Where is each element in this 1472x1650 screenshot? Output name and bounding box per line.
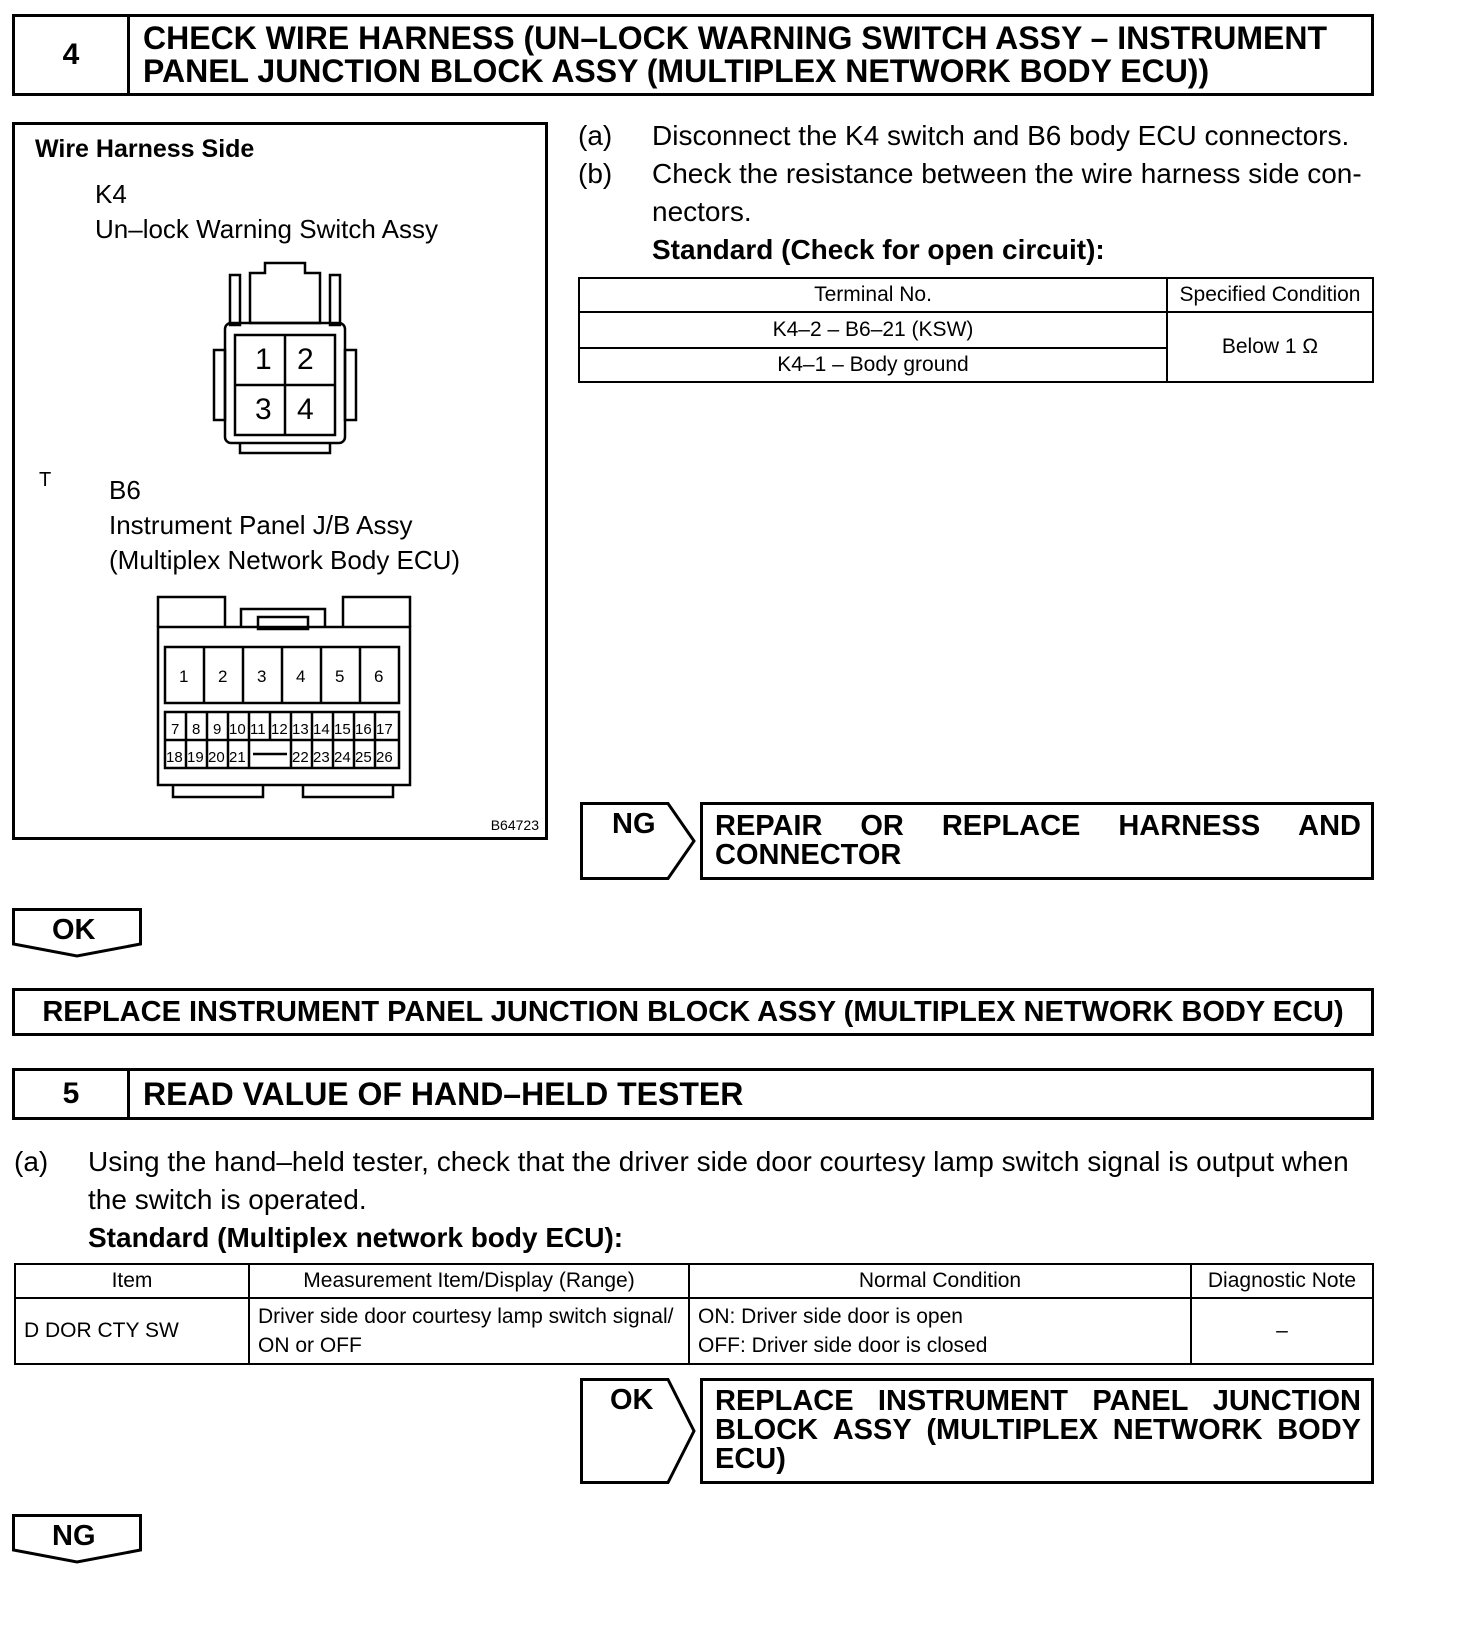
b6-pin: 8 xyxy=(192,721,201,738)
b6-pin: 20 xyxy=(208,749,225,766)
ok-action-word: NETWORK xyxy=(1112,1414,1263,1446)
b6-pin: 22 xyxy=(292,749,309,766)
instruction-a-text: Disconnect the K4 switch and B6 body ECU connectors. xyxy=(652,120,1350,151)
b6-pin: 2 xyxy=(218,667,228,686)
b6-pin: 15 xyxy=(334,721,351,738)
b6-pin: 13 xyxy=(292,721,309,738)
step-title-line2: PANEL JUNCTION BLOCK ASSY (MULTIPLEX NETWORK BODY ECU)) xyxy=(143,53,1210,89)
k4-pin: 1 xyxy=(255,343,272,376)
table-cell: Below 1 Ω xyxy=(1167,312,1373,382)
b6-pin: 18 xyxy=(166,749,183,766)
ok-action-line3: ECU) xyxy=(715,1443,786,1475)
table-header: Terminal No. xyxy=(579,278,1167,312)
ok-result-4 xyxy=(12,908,142,958)
table-header: Specified Condition xyxy=(1167,278,1373,312)
ok-action-word: (MULTIPLEX xyxy=(926,1414,1099,1446)
k4-code: K4 xyxy=(95,179,127,209)
table-cell-normal xyxy=(689,1298,1191,1364)
ok-action-word: ASSY xyxy=(832,1414,912,1446)
step-title-line1: CHECK WIRE HARNESS (UN–LOCK WARNING SWITCH ASSY – INSTRUMENT xyxy=(143,20,1328,56)
ok-action-word: BLOCK xyxy=(715,1414,819,1446)
ok-action-word: PANEL xyxy=(1092,1385,1189,1417)
ok-action-word: INSTRUMENT xyxy=(877,1385,1068,1417)
table-header: Item xyxy=(15,1264,249,1298)
b6-pin: 12 xyxy=(271,721,288,738)
connector-figure xyxy=(12,122,548,840)
table-cell: D DOR CTY SW xyxy=(15,1298,249,1364)
ok-result-5 xyxy=(580,1378,700,1484)
ok-action-line2 xyxy=(715,1414,1361,1447)
instruction-a-text-line1: Using the hand–held tester, check that the driver side door courtesy lamp switch signal is output when xyxy=(88,1146,1349,1177)
ok-action-word: BODY xyxy=(1277,1414,1361,1446)
standard-table xyxy=(578,277,1374,383)
b6-pin: 7 xyxy=(171,721,180,738)
b6-pin: 16 xyxy=(355,721,372,738)
tester-table xyxy=(14,1263,1374,1365)
ng-action-word: AND xyxy=(1298,810,1361,842)
ok-action-word: JUNCTION xyxy=(1212,1385,1361,1417)
normal-line2: OFF: Driver side door is closed xyxy=(698,1334,988,1357)
table-cell: K4–1 – Body ground xyxy=(579,348,1167,382)
k4-pin: 4 xyxy=(297,393,314,426)
step-number: 5 xyxy=(15,1071,130,1117)
k4-pin: 3 xyxy=(255,393,272,426)
ng-result-5 xyxy=(12,1514,142,1564)
b6-pin: 26 xyxy=(376,749,393,766)
k4-name: Un–lock Warning Switch Assy xyxy=(95,214,438,244)
table-cell: K4–2 – B6–21 (KSW) xyxy=(579,312,1167,348)
b6-pin: 9 xyxy=(213,721,222,738)
b6-name-line1: Instrument Panel J/B Assy xyxy=(109,510,413,540)
ng-action-word: OR xyxy=(860,810,904,842)
b6-pin: 4 xyxy=(296,667,306,686)
measurement-line1: Driver side door courtesy lamp switch signal/ xyxy=(258,1305,674,1328)
ok-label: OK xyxy=(610,1384,654,1416)
ng-action-word: HARNESS xyxy=(1118,810,1261,842)
ng-action-4 xyxy=(700,802,1374,880)
instruction-a-text-line2: the switch is operated. xyxy=(88,1184,367,1215)
k4-connector-diagram xyxy=(210,255,360,465)
b6-pin: 25 xyxy=(355,749,372,766)
b6-name-line2: (Multiplex Network Body ECU) xyxy=(109,545,461,575)
b6-code: B6 xyxy=(109,475,141,505)
step-title xyxy=(143,17,1361,93)
b6-pin: 1 xyxy=(179,667,189,686)
b6-pin: 21 xyxy=(229,749,246,766)
ng-action-word: REPLACE xyxy=(941,810,1081,842)
ng-result-4 xyxy=(580,802,700,880)
instruction-b-text-line1: Check the resistance between the wire harness side con- xyxy=(652,158,1362,189)
ng-action-line2: CONNECTOR xyxy=(715,839,902,871)
step-number: 4 xyxy=(15,17,130,93)
instruction-a-marker: (a) xyxy=(14,1146,49,1177)
instruction-b-marker: (b) xyxy=(578,158,613,189)
b6-pin: 5 xyxy=(335,667,345,686)
normal-line1: ON: Driver side door is open xyxy=(698,1305,963,1328)
instruction-b-text-line2: nectors. xyxy=(652,196,752,227)
standard-label: Standard (Multiplex network body ECU): xyxy=(88,1222,624,1253)
ng-label: NG xyxy=(612,808,656,840)
b6-pin: 3 xyxy=(257,667,267,686)
ok-label: OK xyxy=(52,914,96,946)
marker-t: T xyxy=(39,469,52,491)
ng-label: NG xyxy=(52,1520,96,1552)
ok-action-word: REPLACE xyxy=(715,1385,854,1417)
table-header: Measurement Item/Display (Range) xyxy=(249,1264,689,1298)
standard-label: Standard (Check for open circuit): xyxy=(652,234,1105,265)
instruction-a-marker: (a) xyxy=(578,120,613,151)
step-4-header xyxy=(12,14,1374,96)
ng-action-word: REPAIR xyxy=(715,810,823,842)
k4-pin: 2 xyxy=(297,343,314,376)
table-header: Normal Condition xyxy=(689,1264,1191,1298)
b6-pin: 10 xyxy=(229,721,246,738)
b6-pin: 11 xyxy=(250,721,266,738)
b6-pin: 6 xyxy=(374,667,384,686)
figure-heading: Wire Harness Side xyxy=(35,135,255,163)
step-title: READ VALUE OF HAND–HELD TESTER xyxy=(143,1075,744,1112)
step-5-header xyxy=(12,1068,1374,1120)
b6-pin: 24 xyxy=(334,749,351,766)
b6-pin: 14 xyxy=(313,721,330,738)
b6-pin: 19 xyxy=(187,749,204,766)
ok-action-5 xyxy=(700,1378,1374,1484)
figure-id: B64723 xyxy=(490,817,539,833)
replace-ecu-box xyxy=(12,988,1374,1036)
table-cell: – xyxy=(1191,1298,1373,1364)
replace-ecu-text: REPLACE INSTRUMENT PANEL JUNCTION BLOCK ASSY (MULTIPLEX NETWORK BODY ECU) xyxy=(42,995,1344,1028)
b6-pin: 17 xyxy=(376,721,393,738)
measurement-line2: ON or OFF xyxy=(258,1334,362,1357)
table-header: Diagnostic Note xyxy=(1191,1264,1373,1298)
table-cell-measurement xyxy=(249,1298,689,1364)
b6-pin: 23 xyxy=(313,749,330,766)
b6-connector-diagram xyxy=(153,587,415,807)
